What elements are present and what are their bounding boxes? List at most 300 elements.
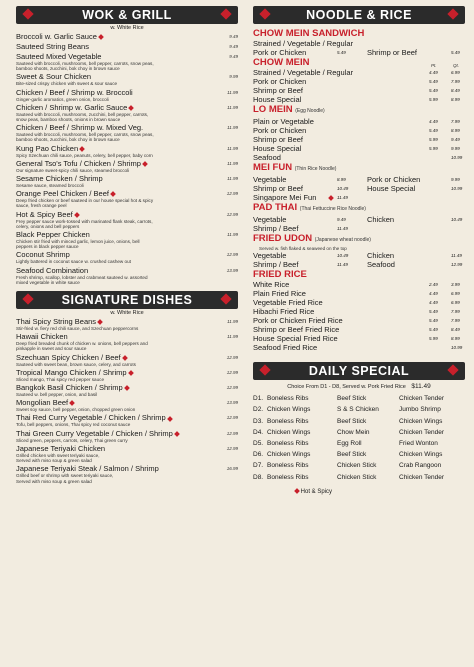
item-name: Chicken / Shrimp w. Garlic Sauce [16,102,128,112]
daily-row [253,438,465,449]
daily-code: D1. [253,395,264,403]
item-name: House Special [253,144,302,153]
fried-udon-note: (Japanese wheat noodle) [314,237,371,243]
menu-row [253,316,465,325]
pint-price: 5.49 [429,309,438,315]
menu-row [253,144,465,153]
menu-row [253,39,465,48]
item-desc: snow peas, bamboo shoots, onions in brown sauce [16,117,121,123]
item-name: Sauteed Mixed Vegetable [16,52,102,61]
item-price: 11.99 [227,125,238,131]
menu-item [16,464,238,483]
hot-spicy-icon [294,488,300,494]
item-desc: Grilled beef or shrimp with sweet teriyaki sauce, [16,473,114,479]
menu-item [16,52,238,71]
item-row [16,429,238,438]
daily-item: Boneless Ribs [267,473,309,481]
item-name: Sauteed String Beans [16,42,89,51]
menu-item [16,123,238,142]
item-price: 16.99 [226,466,238,472]
quart-price: 10.99 [451,155,463,160]
item-price: 10.49 [451,217,463,222]
daily-item: Boneless Ribs [267,462,309,470]
item-name: Chicken [367,215,395,224]
daily-row [253,460,465,471]
item-price: 13.99 [226,267,238,273]
item-name: Seafood [367,260,395,270]
menu-row [253,86,465,95]
daily-subtitle [253,383,465,390]
item-row [16,210,238,219]
item-price: 12.99 [226,369,238,375]
daily-item: Beef Stick [337,451,367,459]
pint-price: 5.49 [429,327,438,333]
quart-price: 7.99 [451,119,460,124]
mei-fun-rows [253,175,465,202]
item-desc: Lightly battered in coconut sauce w. crushed cashew out [16,259,131,265]
item-row [16,398,238,407]
lo-mein-note: (Egg Noodle) [295,108,325,114]
daily-code: D4. [253,428,264,436]
fried-udon-heading [253,233,465,246]
item-row [16,317,238,326]
pint-price: 2.49 [429,282,438,288]
item-name: Szechuan Spicy Chicken / Beef [16,352,121,362]
mei-fun-title: MEI FUN [253,162,293,173]
item-row [16,266,238,275]
pad-thai-title: PAD THAI [253,202,298,213]
hot-spicy-legend [253,489,465,495]
daily-item: Egg Roll [337,439,362,447]
item-desc: Sliced mango, Thai spicy red pepper sauce [16,376,105,382]
daily-row [253,449,465,460]
item-name: Chicken / Beef / Shrimp w. Mixed Veg. [16,123,144,133]
item-name: Coconut Shrimp [16,250,70,260]
chow-mein-sandwich-rows [253,39,465,57]
item-price: 9.99 [451,177,460,182]
daily-item: Jumbo Shrimp [399,406,441,414]
pad-thai-rows [253,215,465,233]
menu-row [253,193,465,202]
menu-row [253,343,465,352]
menu-item [16,230,238,249]
menu-item [16,368,238,382]
menu-row [253,135,465,144]
mei-fun-heading [253,162,465,175]
hot-spicy-icon [97,319,103,325]
daily-code: D5. [253,439,264,447]
item-price: 11.99 [227,89,238,95]
menu-row [253,307,465,316]
quart-price: 8.99 [451,128,460,133]
item-row [16,123,238,132]
item-name: Hawaii Chicken [16,332,68,342]
menu-item [16,398,238,412]
menu-row [253,95,465,104]
item-name: Tropical Mango Chicken / Shrimp [16,367,127,377]
signature-subtitle: w. White Rice [110,310,144,317]
pint-price: 5.49 [429,318,438,324]
daily-item: Chicken Tender [399,473,445,481]
quart-price: 6.99 [451,300,460,306]
item-name: Hot & Spicy Beef [16,209,73,219]
fried-udon-desc: Served w. fish flaked & seaweed on the top [259,246,347,251]
menu-row [253,334,465,343]
daily-item: Boneless Ribs [267,395,309,403]
item-name: White Rice [253,280,290,290]
item-desc: Frey pepper sauce work-tossed with marinated flank steak, carrots, [16,218,153,224]
menu-row [253,48,465,57]
menu-row [253,325,465,334]
item-row [16,159,238,168]
item-desc: Tofu, bell peppers, onions, Thai spicy red coconut sauce [16,422,131,428]
quart-price: 8.99 [451,97,460,102]
item-desc: peppers in black pepper sauce [16,244,79,250]
daily-subtitle-text: Choice From D1 - D8, Served w. Pork Fried Rice [287,384,406,391]
diamond-icon [22,293,33,304]
quart-price: 3.99 [451,282,460,288]
item-price: 11.99 [227,160,238,166]
item-desc: Deep fried breaded chunk of chicken w. onions, bell peppers and [16,341,148,347]
menu-row [253,280,465,289]
pint-price: 5.49 [429,128,438,133]
daily-row [253,404,465,415]
item-price: 11.99 [227,334,238,340]
daily-item: S & S Chicken [337,406,379,414]
hot-spicy-icon [110,191,116,197]
item-name: Shrimp or Beef [253,135,304,144]
daily-special-title: DAILY SPECIAL [308,364,410,379]
item-desc: Spicy Szechuan chili sauce, peanuts, celery, bell pepper, baby corn [16,152,153,158]
menu-item [16,332,238,351]
pint-price: 4.49 [429,300,438,306]
daily-item: Crab Rangoon [399,462,442,470]
menu-item [16,413,238,427]
chow-mein-sandwich-heading: CHOW MEIN SANDWICH [253,28,365,39]
menu-row [253,251,465,260]
daily-code: D2. [253,406,264,414]
menu-row [253,260,465,269]
item-name: House Special [253,95,302,104]
item-price: 11.99 [227,104,238,110]
item-desc: Chicken stir fried with minced garlic, lemon juice, onions, bell [16,239,140,245]
item-price: 12.99 [226,415,238,421]
pint-price: 5.99 [429,137,438,142]
item-name: Vegetable [253,175,287,184]
item-name: House Special Fried Rice [253,334,338,344]
item-desc: Sauteed with broccoli, mushrooms, bell pepper, carrots, snow peas, [16,61,154,66]
item-name: Thai Spicy String Beans [16,317,97,327]
item-price: 10.99 [451,186,463,191]
pad-thai-note: (Thai Fettuccine Rice Noodle) [299,206,366,212]
pint-price: 4.49 [429,70,438,75]
pint-header: Pt. [431,63,437,68]
menu-row [253,77,465,86]
daily-item: Chicken Wings [267,428,311,436]
item-desc: celery, onions and bell peppers [16,223,80,229]
item-row [16,368,238,377]
signature-title: SIGNATURE DISHES [61,293,193,308]
daily-item: Chicken Tender [399,428,445,436]
item-price: 8.99 [337,177,346,182]
daily-item: Chicken Stick [337,462,377,470]
menu-row [253,153,465,162]
item-name: Vegetable [253,251,287,261]
item-name: Chicken / Beef / Shrimp w. Broccoli [16,87,133,97]
item-row [16,52,238,61]
item-desc: Sauteed w. bell pepper, onion, and basil [16,392,98,398]
item-row [16,464,238,473]
item-desc: Grilled chicken with sweet teriyaki sauce, [16,452,100,458]
fried-udon-rows [253,251,465,269]
item-desc: Sliced green, peppers, carrots, celery, Thai green curry [16,437,128,443]
menu-item [16,266,238,285]
item-name: Shrimp or Beef [367,48,418,57]
item-name: Chicken [367,251,395,261]
hot-spicy-icon [328,195,334,201]
item-price: 5.49 [451,50,460,55]
item-price: 12.99 [226,211,238,217]
item-name: Japanese Teriyaki Steak / Salmon / Shrimp [16,464,159,474]
item-row [16,189,238,198]
daily-item: Boneless Ribs [267,417,309,425]
item-name: Kung Pao Chicken [16,143,79,153]
item-desc: Sweet soy sauce, bell pepper, onion, chopped green onion [16,407,136,413]
pint-price: 5.99 [429,336,438,342]
daily-item: Chow Mein [337,428,370,436]
item-price: 10.49 [337,253,349,259]
item-row [16,353,238,362]
item-price: 11.49 [337,195,348,200]
item-desc: Deep fried chicken or beef sauteed in our house special hot & spicy [16,198,154,204]
item-name: Singapore Mei Fun [253,193,317,202]
item-row [16,383,238,392]
item-price: 11.99 [227,319,238,325]
item-desc: bamboo shoots, zucchini, bok choy in brown sauce [16,137,120,143]
item-name: Mongolian Beef [16,398,69,408]
menu-row [253,184,465,193]
item-desc: sauce, fresh orange peel [16,203,67,209]
menu-row [253,289,465,298]
diamond-icon [447,365,458,376]
item-desc: Served with miso soup & green salad [16,478,92,484]
menu-item [16,174,238,188]
item-desc: Sauteed with broccoli, mushrooms, zucchini, bell pepper, carrots, [16,111,149,117]
item-name: Strained / Vegetable / Regular [253,39,354,48]
quart-price: 7.99 [451,309,460,315]
menu-row [253,117,465,126]
item-price: 11.99 [227,145,238,151]
item-desc: Sesame sauce, steamed broccoli [16,183,84,189]
quart-price: 9.99 [451,146,460,151]
daily-code: D3. [253,417,264,425]
item-name: Seafood Combination [16,265,89,275]
wok-items [16,32,238,285]
right-column [253,6,465,495]
diamond-icon [220,8,231,19]
item-row [16,42,238,51]
menu-item [16,353,238,367]
daily-item: Chicken Wings [399,451,443,459]
item-name: Pork or Chicken [253,126,307,135]
item-desc: Our signature sweet-spicy chili sauce, steamed broccoli [16,167,130,173]
menu-item [16,189,238,208]
daily-code: D6. [253,451,264,459]
hot-spicy-icon [128,370,134,376]
daily-row [253,427,465,438]
menu-item [16,444,238,463]
item-desc: Ginger-garlic aromatics, green onion, broccoli [16,96,109,102]
item-price: 11.49 [337,262,348,268]
item-name: House Special [367,184,416,193]
daily-item: Chicken Wings [399,417,443,425]
hot-spicy-icon [74,212,80,218]
item-name: Hibachi Fried Rice [253,307,315,317]
daily-row [253,472,465,483]
item-row [16,444,238,453]
daily-item: Chicken Stick [337,473,377,481]
item-name: Shrimp or Beef [253,86,304,95]
item-price: 9.49 [229,44,238,49]
quart-price: 6.99 [451,70,460,75]
wok-grill-banner [16,6,238,24]
fried-rice-heading: FRIED RICE [253,269,307,281]
menu-item [16,72,238,86]
daily-item: Chicken Tender [399,395,445,403]
left-column [16,6,238,485]
item-name: Shrimp / Beef [253,260,299,270]
quart-price: 8.99 [451,336,460,342]
item-row [16,88,238,97]
daily-item: Fried Wonton [399,439,438,447]
daily-price: $11.49 [411,383,431,391]
item-name: Japanese Teriyaki Chicken [16,443,106,453]
menu-row [253,298,465,307]
pint-price: 5.99 [429,97,438,102]
wok-subtitle: w. White Rice [110,25,144,31]
item-price: 11.99 [227,176,238,182]
hot-spicy-icon [142,161,148,167]
item-name: Pork or Chicken Fried Rice [253,316,343,326]
hot-spicy-label: Hot & Spicy [300,488,333,495]
signature-items [16,317,238,484]
item-price: 9.49 [229,54,238,59]
item-name: Shrimp / Beef [253,224,299,233]
item-desc: bamboo shoots, zucchini, bok choy in brown sauce [16,66,120,72]
item-price: 12.99 [226,445,238,451]
item-price: 10.49 [337,186,349,191]
item-price: 11.99 [227,232,238,238]
chow-mein-rows [253,68,465,104]
item-price: 9.99 [229,74,238,80]
lo-mein-title: LO MEIN [253,104,293,115]
item-row [16,413,238,422]
item-desc: Fresh shrimp, scallop, lobster and crabmeat sauteed w. assorted [16,274,148,280]
daily-special-rows [253,393,465,483]
menu-item [16,429,238,443]
pint-price: 4.49 [429,291,438,297]
quart-price: 7.99 [451,79,460,84]
item-name: Seafood Fried Rice [253,343,318,353]
hot-spicy-icon [128,105,134,111]
lo-mein-heading [253,104,465,117]
quart-price: 6.99 [451,291,460,297]
item-price: 12.99 [226,354,238,360]
hot-spicy-icon [79,146,85,152]
menu-row [253,224,465,233]
item-desc: mixed vegetable in white sauce [16,279,80,285]
item-desc: Sauteed with broccoli, mushrooms, bell pepper, carrots, snow peas, [16,132,154,138]
item-name: Sesame Chicken / Shrimp [16,174,103,184]
item-desc: Served with miso soup & green salad [16,458,92,464]
menu-item [16,383,238,397]
wok-grill-title: WOK & GRILL [82,8,172,22]
item-desc: pinkapple in sweet and sour sauce [16,346,87,352]
menu-item [16,88,238,102]
item-name: Black Pepper Chicken [16,230,90,240]
item-name: Broccoli w. Garlic Sauce [16,32,97,41]
menu-item [16,250,238,264]
chow-mein-title: CHOW MEIN [253,57,310,68]
menu-item [16,317,238,331]
quart-price: 7.99 [451,318,460,324]
item-name: Plain or Vegetable [253,117,314,126]
quart-price: 8.49 [451,327,460,333]
hot-spicy-icon [98,34,104,40]
item-row [16,32,238,41]
item-name: Pork or Chicken [367,175,421,184]
item-price: 11.49 [451,253,462,259]
item-name: Shrimp or Beef Fried Rice [253,325,340,335]
item-price: 12.99 [226,191,238,197]
item-name: General Tso's Tofu / Chicken / Shrimp [16,158,141,168]
item-name: Bangkok Basil Chicken / Shrimp [16,383,123,393]
menu-row [253,175,465,184]
item-desc: Sauteed with sweet bean, brown sauce, celery, and carrots [16,361,136,367]
signature-banner [16,291,238,309]
item-row [16,103,238,112]
item-price: 12.99 [451,262,463,268]
item-name: Strained / Vegetable / Regular [253,68,354,77]
item-price: 13.99 [226,400,238,406]
menu-item [16,42,238,51]
item-price: 9.49 [337,217,346,222]
menu-item [16,210,238,229]
item-name: Seafood [253,153,281,162]
menu-row [253,215,465,224]
item-name: Orange Peel Chicken / Beef [16,189,109,199]
item-price: 11.49 [337,226,348,231]
item-row [16,144,238,153]
quart-price: 10.99 [451,345,463,351]
item-price: 12.99 [226,252,238,258]
item-row [16,174,238,183]
item-price: 12.99 [226,385,238,391]
daily-special-banner [253,362,465,380]
item-price: 5.49 [337,50,346,55]
item-desc: Bite-sized crispy chicken with sweet & sour sauce [16,81,118,87]
daily-item: Chicken Wings [267,451,311,459]
item-name: Pork or Chicken [253,48,307,57]
hot-spicy-icon [69,400,75,406]
item-row [16,332,238,341]
daily-item: Beef Stick [337,417,367,425]
daily-code: D7. [253,462,264,470]
hot-spicy-icon [167,416,173,422]
item-name: Plain Fried Rice [253,289,306,299]
pint-price: 5.99 [429,146,438,151]
item-name: Vegetable [253,215,287,224]
